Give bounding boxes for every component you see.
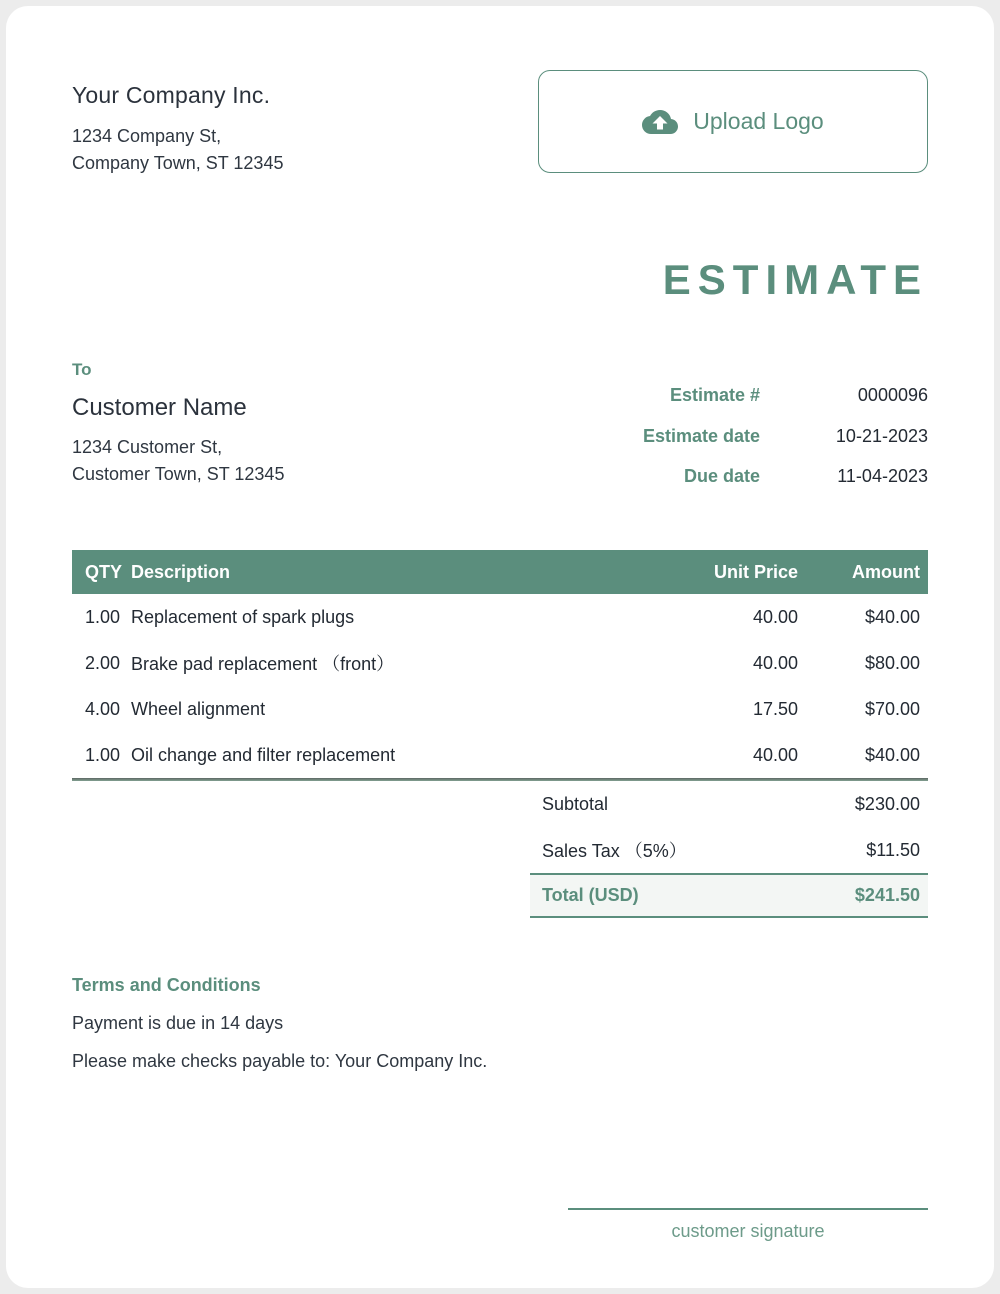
item-unit-price: 40.00	[752, 606, 798, 627]
item-description: Replacement of spark plugs	[131, 606, 355, 627]
totals-summary	[530, 781, 928, 918]
sales-tax-value: $11.50	[866, 839, 920, 860]
qty-column-header: QTY	[85, 561, 123, 582]
estimate-date-value: 10-21-2023	[835, 425, 928, 446]
estimate-number-value: 0000096	[857, 385, 928, 405]
due-date-label: Due date	[683, 466, 760, 487]
subtotal-label: Subtotal	[542, 793, 609, 814]
table-row	[72, 594, 928, 640]
item-amount: $40.00	[864, 606, 920, 627]
page-title: ESTIMATE	[662, 256, 928, 303]
sales-tax-label: Sales Tax （5%）	[542, 841, 687, 861]
sales-tax-row	[530, 827, 928, 873]
table-row	[72, 686, 928, 732]
estimate-number-label: Estimate #	[669, 385, 760, 405]
item-description: Wheel alignment	[131, 698, 266, 719]
item-qty: 2.00	[85, 652, 121, 673]
info-section	[72, 360, 928, 488]
item-unit-price: 40.00	[752, 652, 798, 673]
item-qty: 1.00	[85, 606, 121, 627]
customer-name: Customer Name	[72, 394, 247, 421]
recipient-section-label: To	[72, 360, 92, 379]
unit-price-column-header: Unit Price	[713, 561, 798, 582]
table-row	[72, 640, 928, 686]
customer-signature-caption: customer signature	[671, 1221, 825, 1241]
description-column-header: Description	[131, 561, 231, 582]
items-table	[72, 550, 928, 781]
subtotal-value: $230.00	[854, 793, 920, 814]
estimate-date-label: Estimate date	[642, 425, 760, 446]
estimate-meta	[643, 385, 928, 488]
company-address	[72, 123, 283, 177]
item-amount: $80.00	[864, 652, 920, 673]
item-description: Oil change and filter replacement	[131, 744, 396, 765]
company-name: Your Company Inc.	[72, 82, 271, 108]
company-info	[72, 82, 283, 177]
amount-column-header: Amount	[852, 561, 920, 582]
subtotal-row	[530, 781, 928, 827]
terms-line2: Please make checks payable to: Your Company Inc.	[72, 1051, 488, 1071]
item-unit-price: 40.00	[752, 744, 798, 765]
cloud-upload-icon	[642, 104, 678, 140]
item-qty: 1.00	[85, 744, 121, 765]
customer-address-line2: Customer Town, ST 12345	[72, 464, 285, 484]
item-amount: $70.00	[864, 698, 920, 719]
total-label: Total (USD)	[542, 885, 639, 905]
customer-address-line1: 1234 Customer St,	[72, 437, 223, 457]
company-address-line2: Company Town, ST 12345	[72, 153, 284, 173]
item-unit-price: 17.50	[752, 698, 798, 719]
due-date-value: 11-04-2023	[837, 466, 928, 487]
total-value: $241.50	[854, 885, 920, 905]
total-row	[530, 873, 928, 918]
terms-heading: Terms and Conditions	[72, 975, 261, 995]
upload-logo-label: Upload Logo	[693, 108, 824, 134]
company-address-line1: 1234 Company St,	[72, 126, 222, 146]
customer-address	[72, 434, 284, 488]
terms-line1: Payment is due in 14 days	[72, 1013, 284, 1033]
customer-signature-block	[568, 1208, 928, 1242]
terms-and-conditions	[72, 975, 928, 1072]
recipient-block	[72, 360, 284, 488]
table-row	[72, 732, 928, 778]
estimate-document	[6, 6, 994, 1288]
item-description: Brake pad replacement （front）	[131, 654, 395, 674]
items-table-header	[72, 550, 928, 594]
document-header	[72, 70, 928, 177]
item-qty: 4.00	[85, 698, 121, 719]
upload-logo-button[interactable]	[538, 70, 928, 173]
item-amount: $40.00	[864, 744, 920, 765]
